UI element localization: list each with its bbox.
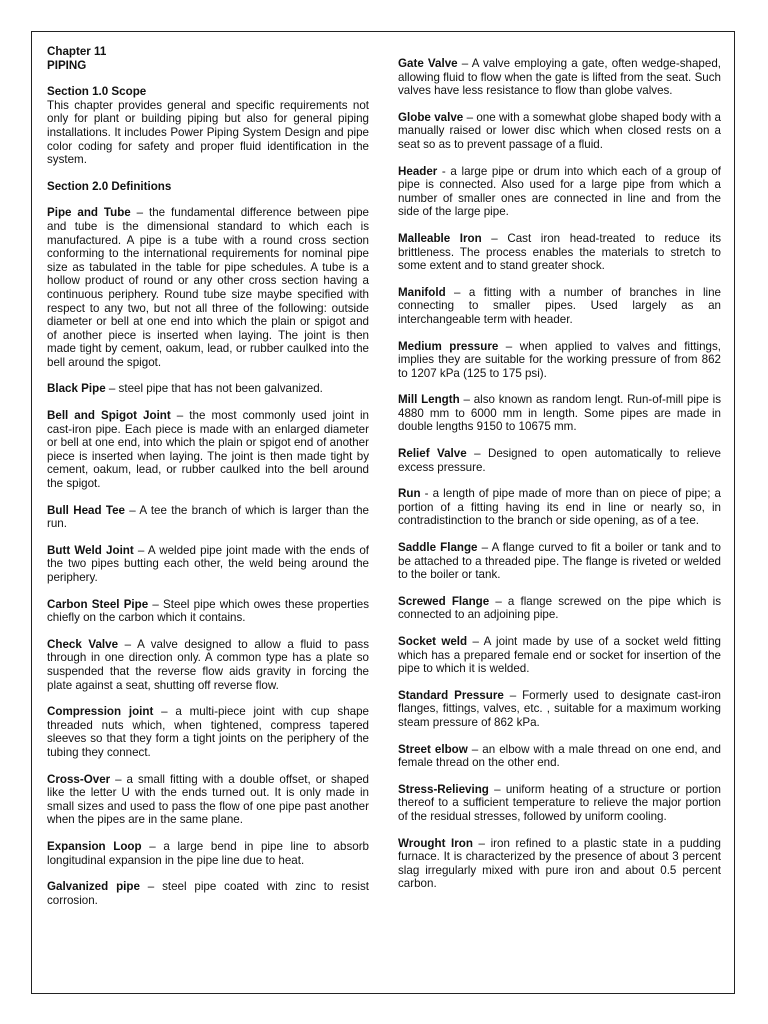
definition-text: when applied to valves and fittings, implies they are suitable for the working pressure of from 862 to 1207 kPa (125 to 175 psi). <box>398 339 722 380</box>
scope-heading: Section 1.0 Scope <box>47 85 147 99</box>
definition-separator: – <box>463 110 477 124</box>
chapter-title: PIPING <box>47 58 87 72</box>
definition-separator: – <box>139 880 163 894</box>
definition-term: Expansion Loop <box>47 839 142 853</box>
definition-term: Gate Valve <box>398 57 458 70</box>
definition-separator: - <box>420 487 433 501</box>
chapter-number: Chapter 11 <box>47 45 107 58</box>
definition-text: A joint made by use of a socket weld fitting which has a prepared female end or socket for insertion of the pipe to which it is welded. <box>398 635 721 676</box>
definition-term: Pipe and Tube <box>47 206 131 220</box>
right-definition-list <box>398 57 721 891</box>
definition-separator: – <box>153 705 176 719</box>
definition-separator: – <box>118 637 138 651</box>
definition-term: Manifold <box>398 285 446 299</box>
definition-separator: – <box>457 57 472 70</box>
definition-text: one with a somewhat globe shaped body with a manually raised or lower disc which when closed rests on a seat so as to prevent passage of a fluid. <box>398 110 721 151</box>
definition-term: Screwed Flange <box>398 594 490 608</box>
definition-term: Carbon Steel Pipe <box>47 597 149 611</box>
definition-entry <box>47 206 369 369</box>
definition-entry <box>47 773 369 827</box>
left-column <box>47 45 369 920</box>
definition-text: a large pipe or drum into which each of a group of pipe is connected. Also used for a large pipe from which a number of smaller ones are connected in line and from the side of the large pipe. <box>398 164 722 219</box>
definition-term: Compression joint <box>47 705 154 719</box>
definition-entry <box>398 393 721 434</box>
definition-entry <box>398 689 721 730</box>
definition-separator: – <box>498 339 520 353</box>
definition-text: A valve designed to allow a fluid to pass through in one direction only. A common type has a plate so suspended that the reverse flow aids gravity in forcing the plate against a seat, shutting off reverse flow. <box>47 637 369 692</box>
definition-separator: – <box>130 206 149 220</box>
definition-text: Cast iron head-treated to reduce its brittleness. The process enables the materials to stretch to some extent and to stand greater shock. <box>398 231 721 273</box>
definition-term: Check Valve <box>47 637 119 651</box>
definition-text: the most commonly used joint in cast-iron pipe. Each piece is made with an enlarged diameter or bell at one end, into which the plain or spigot end of another piece is inserted when laying. The joint is then made tight by cement, oakum, lead, or rubber caulked into the bell around the spigot. <box>47 409 370 491</box>
definition-entry <box>398 635 721 676</box>
definition-text: A tee the branch of which is larger than the run. <box>47 503 369 531</box>
definition-term: Cross-Over <box>47 772 111 786</box>
definition-entry <box>398 487 721 528</box>
definition-entry <box>398 447 721 474</box>
definition-term: Standard Pressure <box>398 688 504 702</box>
definition-term: Stress-Relieving <box>398 782 489 796</box>
definition-text: a large bend in pipe line to absorb longitudinal expansion in the pipe line due to heat. <box>47 839 369 867</box>
definition-text: steel pipe that has not been galvanized. <box>118 382 323 396</box>
definition-text: also known as random lengt. Run-of-mill pipe is 4880 mm to 6000 mm in length. Some pipes are made in double lengths 9150 to 10675 mm. <box>398 393 721 434</box>
definition-term: Street elbow <box>398 742 468 756</box>
definition-entry <box>398 595 721 622</box>
definition-text: the fundamental difference between pipe and tube is the dimensional standard to which each is manufactured. A pipe is a tube with a round cross section conforming to the international requirements for nominal pipe size as tabulated in the table for pipe schedules. A tube is a hollow product of round or any other cross section having a continuous periphery. Round tube size maybe specified with respect to any two, but not all three of the following: outside diameter or bell at one end into which the plain or spigot and of another piece is inserted when laying. The joint is then made tight by cement, oakum, lead, or rubber caulked into the bell around the spigot. <box>47 206 369 369</box>
definition-separator: – <box>466 447 488 461</box>
definition-entry <box>398 286 721 327</box>
definition-entry <box>398 165 721 219</box>
definition-entry <box>398 783 721 824</box>
definition-entry <box>47 504 369 531</box>
definition-separator: - <box>437 164 451 178</box>
definition-separator: – <box>488 782 506 796</box>
definition-text: Formerly used to designate cast-iron flanges, fittings, valves, etc. , suitable for a maximum working steam pressure of 862 kPa. <box>398 688 721 729</box>
definitions-heading: Section 2.0 Definitions <box>47 179 172 193</box>
definition-entry <box>398 111 721 152</box>
left-definition-list <box>47 206 369 907</box>
definition-term: Medium pressure <box>398 339 499 353</box>
definition-separator: – <box>105 382 119 396</box>
definition-entry <box>398 340 721 381</box>
right-column <box>398 57 721 904</box>
definition-text: uniform heating of a structure or portion thereof to a sufficient temperature to relieve the major portion of the residual stresses, followed by uniform cooling. <box>398 782 721 823</box>
definition-term: Bell and Spigot Joint <box>47 409 171 423</box>
definition-term: Mill Length <box>398 393 460 407</box>
definition-text: a multi-piece joint with cup shape threaded nuts which, when tightened, compress tapered sleeves so that they form a tight joints on the periphery of the tubing they connect. <box>47 705 369 759</box>
definition-term: Relief Valve <box>398 447 467 461</box>
definition-entry <box>47 409 369 491</box>
document-page <box>31 31 735 994</box>
definition-text: iron refined to a plastic state in a pudding furnace. It is characterized by the presence of about 3 percent slag irregularly mixed with pure iron and about 0.5 percent carbon. <box>398 836 722 891</box>
definition-separator: – <box>467 635 484 648</box>
scope-paragraph: This chapter provides general and specific requirements not only for plant or building piping but also for general piping installations. It includes Power Piping System Design and pipe color coding for safety and proper fluid identification in the system. <box>47 98 369 167</box>
definition-separator: – <box>459 393 474 407</box>
definition-entry <box>47 880 369 907</box>
definition-separator: – <box>481 231 508 245</box>
definition-term: Run <box>398 487 421 501</box>
definition-entry <box>398 232 721 273</box>
definition-text: a fitting with a number of branches in line connecting to smaller pipes. Used largely as an interchangeable term with header. <box>398 285 721 326</box>
definition-entry <box>398 541 721 582</box>
definition-entry <box>398 57 721 98</box>
definition-separator: – <box>141 839 164 853</box>
definition-separator: – <box>170 409 190 423</box>
definition-entry <box>47 705 369 759</box>
definition-entry <box>47 382 369 396</box>
definition-entry <box>398 837 721 891</box>
definition-text: steel pipe coated with zinc to resist corrosion. <box>47 880 369 907</box>
definition-term: Butt Weld Joint <box>47 543 134 557</box>
definition-text: a flange screwed on the pipe which is connected to an adjoining pipe. <box>398 594 721 622</box>
definition-term: Saddle Flange <box>398 541 478 555</box>
definition-text: A valve employing a gate, often wedge-shaped, allowing fluid to flow when the gate is lifted from the seat. Such valves have less resistance to flow than globe valves. <box>398 57 721 98</box>
definition-separator: – <box>124 503 140 517</box>
definition-text: A welded pipe joint made with the ends of the two pipes butting each other, the weld being around the periphery. <box>47 543 369 584</box>
definition-term: Header <box>398 164 438 178</box>
definition-text: Steel pipe which owes these properties chiefly on the carbon which it contains. <box>47 597 370 625</box>
definition-separator: – <box>133 543 148 557</box>
definition-text: a length of pipe made of more than on piece of pipe; a portion of a fitting having its end in line or nearly so, in contradistinction to the branch or side opening, as of a tee. <box>398 487 721 528</box>
definition-separator: – <box>445 285 469 299</box>
definition-term: Bull Head Tee <box>47 503 125 517</box>
definition-separator: – <box>148 597 164 611</box>
definition-term: Wrought Iron <box>398 836 473 850</box>
definition-separator: – <box>477 541 492 555</box>
definition-separator: – <box>472 836 491 850</box>
definition-term: Galvanized pipe <box>47 880 140 894</box>
definition-text: a small fitting with a double offset, or shaped like the letter U with the ends turned out. It is only made in small sizes and used to pass the flow of one pipe past another when the pipes are in the same plane. <box>47 772 370 827</box>
definition-text: A flange curved to fit a boiler or tank and to be attached to a threaded pipe. The flange is riveted or welded to the boiler or tank. <box>398 541 721 582</box>
definition-term: Globe valve <box>398 110 464 124</box>
definition-separator: – <box>489 594 508 608</box>
definition-separator: – <box>110 772 127 786</box>
definition-entry <box>47 544 369 585</box>
definition-entry <box>47 638 369 692</box>
definition-entry <box>47 598 369 625</box>
definition-text: Designed to open automatically to relieve excess pressure. <box>398 447 721 474</box>
definition-term: Black Pipe <box>47 382 106 396</box>
definition-entry <box>398 743 721 770</box>
definition-entry <box>47 840 369 867</box>
definition-text: an elbow with a male thread on one end, and female thread on the other end. <box>398 742 721 770</box>
definition-term: Socket weld <box>398 635 468 648</box>
definition-separator: – <box>467 742 483 756</box>
definition-term: Malleable Iron <box>398 231 482 245</box>
definition-separator: – <box>503 688 523 702</box>
